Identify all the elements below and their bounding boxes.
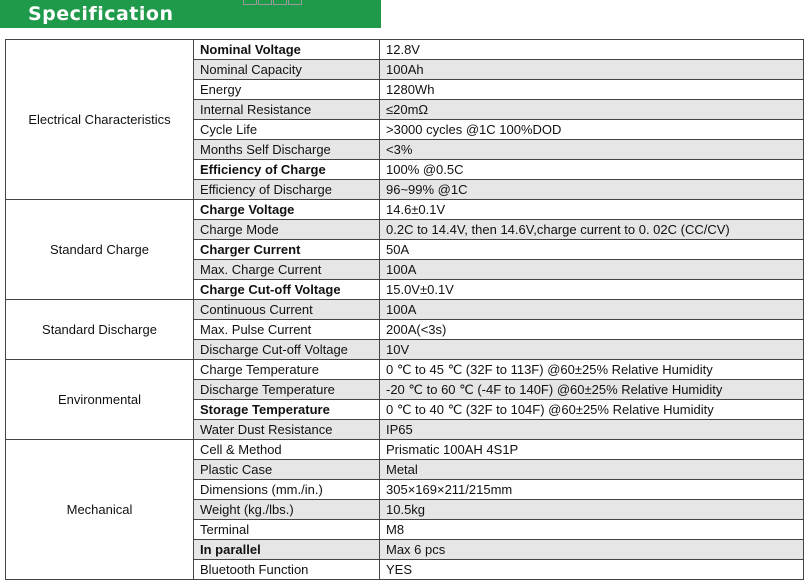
param-value: IP65 [380, 420, 804, 440]
param-label: Max. Charge Current [194, 260, 380, 280]
param-label: Continuous Current [194, 300, 380, 320]
table-row [6, 440, 804, 460]
param-label: Dimensions (mm./in.) [194, 480, 380, 500]
param-label: Charge Mode [194, 220, 380, 240]
param-label: Cycle Life [194, 120, 380, 140]
param-value: 100A [380, 260, 804, 280]
param-label: Max. Pulse Current [194, 320, 380, 340]
param-value: 200A(<3s) [380, 320, 804, 340]
specification-table [5, 39, 804, 580]
param-value: <3% [380, 140, 804, 160]
param-value: Metal [380, 460, 804, 480]
section-title: Specification [28, 3, 174, 25]
param-label: Terminal [194, 520, 380, 540]
param-value: 14.6±0.1V [380, 200, 804, 220]
param-value: ≤20mΩ [380, 100, 804, 120]
param-label: Charge Voltage [194, 200, 380, 220]
table-row [6, 300, 804, 320]
param-value: 10.5kg [380, 500, 804, 520]
group-label: Environmental [6, 360, 194, 440]
param-value: -20 ℃ to 60 ℃ (-4F to 140F) @60±25% Relative Humidity [380, 380, 804, 400]
group-label: Standard Charge [6, 200, 194, 300]
param-label: Nominal Capacity [194, 60, 380, 80]
param-label: Months Self Discharge [194, 140, 380, 160]
param-label: Internal Resistance [194, 100, 380, 120]
param-label: Weight (kg./lbs.) [194, 500, 380, 520]
table-row [6, 360, 804, 380]
decorative-boxes [243, 0, 303, 5]
group-label: Electrical Characteristics [6, 40, 194, 200]
param-label: Charge Cut-off Voltage [194, 280, 380, 300]
param-value: 0.2C to 14.4V, then 14.6V,charge current to 0. 02C (CC/CV) [380, 220, 804, 240]
param-value: 12.8V [380, 40, 804, 60]
param-label: Energy [194, 80, 380, 100]
param-label: In parallel [194, 540, 380, 560]
param-value: 305×169×211/215mm [380, 480, 804, 500]
param-label: Efficiency of Charge [194, 160, 380, 180]
param-value: 96~99% @1C [380, 180, 804, 200]
param-value: 100% @0.5C [380, 160, 804, 180]
param-value: 100A [380, 300, 804, 320]
param-label: Charger Current [194, 240, 380, 260]
param-label: Cell & Method [194, 440, 380, 460]
param-value: 0 ℃ to 40 ℃ (32F to 104F) @60±25% Relative Humidity [380, 400, 804, 420]
param-label: Plastic Case [194, 460, 380, 480]
param-value: M8 [380, 520, 804, 540]
param-label: Discharge Cut-off Voltage [194, 340, 380, 360]
param-value: 0 ℃ to 45 ℃ (32F to 113F) @60±25% Relative Humidity [380, 360, 804, 380]
section-header [0, 0, 381, 28]
param-label: Charge Temperature [194, 360, 380, 380]
param-value: Max 6 pcs [380, 540, 804, 560]
param-label: Discharge Temperature [194, 380, 380, 400]
param-label: Water Dust Resistance [194, 420, 380, 440]
param-value: Prismatic 100AH 4S1P [380, 440, 804, 460]
param-value: 1280Wh [380, 80, 804, 100]
param-value: 15.0V±0.1V [380, 280, 804, 300]
param-value: 10V [380, 340, 804, 360]
param-value: >3000 cycles @1C 100%DOD [380, 120, 804, 140]
param-value: YES [380, 560, 804, 580]
param-value: 100Ah [380, 60, 804, 80]
param-label: Nominal Voltage [194, 40, 380, 60]
table-row [6, 40, 804, 60]
group-label: Mechanical [6, 440, 194, 580]
param-label: Bluetooth Function [194, 560, 380, 580]
param-value: 50A [380, 240, 804, 260]
group-label: Standard Discharge [6, 300, 194, 360]
param-label: Efficiency of Discharge [194, 180, 380, 200]
table-row [6, 200, 804, 220]
param-label: Storage Temperature [194, 400, 380, 420]
